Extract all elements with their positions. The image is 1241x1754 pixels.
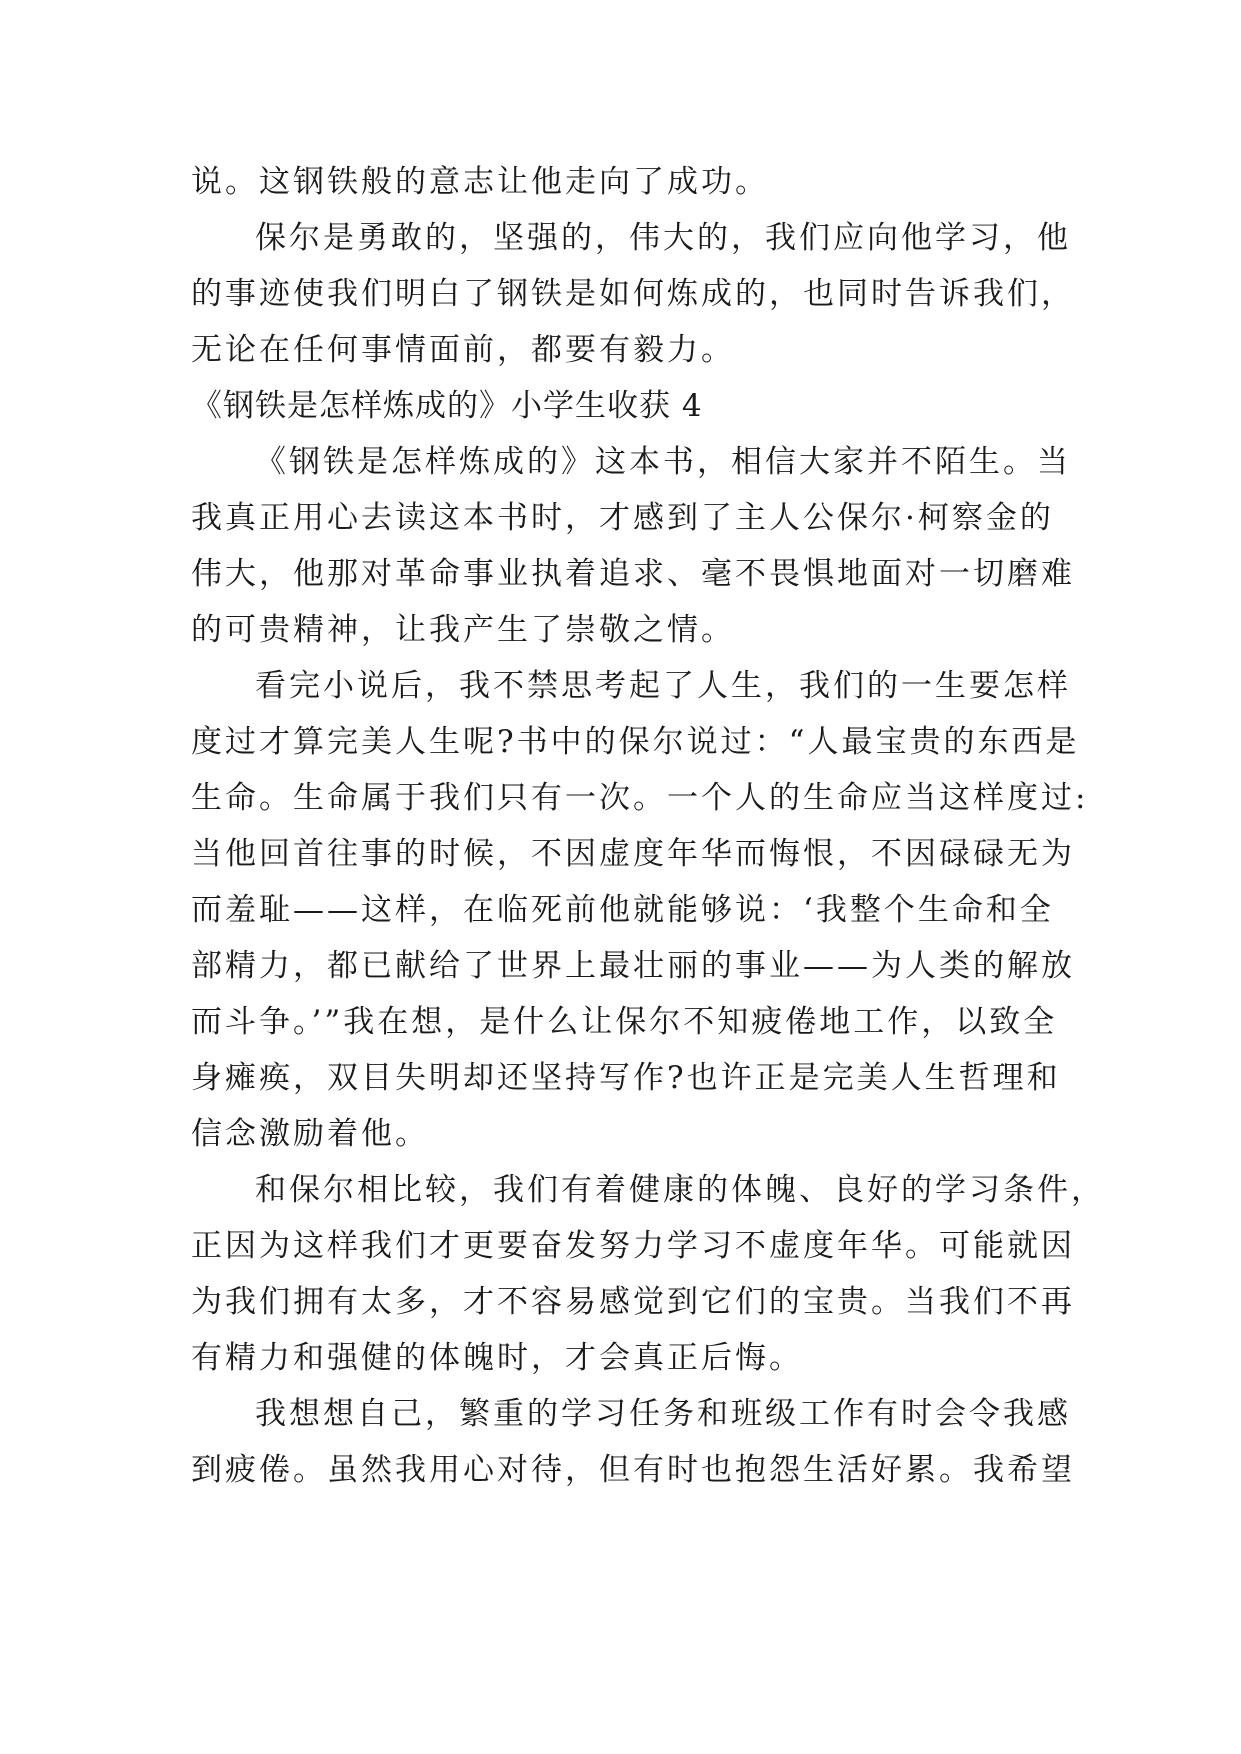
text-line: 无论在任何事情面前，都要有毅力。	[191, 332, 735, 368]
text-line: 信念激励着他。	[191, 1116, 429, 1152]
text-line: 而羞耻——这样，在临死前他就能够说：‘我整个生命和全	[191, 892, 1054, 928]
text-line: 生命。生命属于我们只有一次。一个人的生命应当这样度过:	[191, 780, 1089, 816]
text-line: 当他回首往事的时候，不因虚度年华而悔恨，不因碌碌无为	[191, 836, 1075, 872]
text-line: 正因为这样我们才更要奋发努力学习不虚度年华。可能就因	[191, 1228, 1075, 1264]
paragraph-first-line: 看完小说后，我不禁思考起了人生，我们的一生要怎样	[255, 668, 1071, 704]
text-line: 的事迹使我们明白了钢铁是如何炼成的，也同时告诉我们，	[191, 276, 1075, 312]
text-line: 有精力和强健的体魄时，才会真正后悔。	[191, 1340, 803, 1376]
paragraph-first-line: 《钢铁是怎样炼成的》这本书，相信大家并不陌生。当	[255, 444, 1071, 480]
paragraph-first-line: 我想想自己，繁重的学习任务和班级工作有时会令我感	[255, 1396, 1071, 1432]
text-line: 到疲倦。虽然我用心对待，但有时也抱怨生活好累。我希望	[191, 1452, 1075, 1488]
document-body	[191, 154, 1105, 1498]
text-line: 身瘫痪，双目失明却还坚持写作?也许正是完美人生哲理和	[191, 1060, 1061, 1096]
text-line: 而斗争。’”我在想，是什么让保尔不知疲倦地工作，以致全	[191, 1004, 1058, 1040]
text-line: 伟大，他那对革命事业执着追求、毫不畏惧地面对一切磨难	[191, 556, 1075, 592]
text-line: 度过才算完美人生呢?书中的保尔说过：“人最宝贵的东西是	[191, 724, 1080, 760]
text-line: 为我们拥有太多，才不容易感觉到它们的宝贵。当我们不再	[191, 1284, 1075, 1320]
text-line: 说。这钢铁般的意志让他走向了成功。	[191, 164, 769, 200]
text-line: 部精力，都已献给了世界上最壮丽的事业——为人类的解放	[191, 948, 1075, 984]
paragraph-first-line: 保尔是勇敢的，坚强的，伟大的，我们应向他学习，他	[255, 220, 1071, 256]
text-line: 的可贵精神，让我产生了崇敬之情。	[191, 612, 735, 648]
text-line: 我真正用心去读这本书时，才感到了主人公保尔·柯察金的	[191, 500, 1054, 536]
paragraph-first-line: 和保尔相比较，我们有着健康的体魄、良好的学习条件，	[255, 1172, 1105, 1208]
section-heading: 《钢铁是怎样炼成的》小学生收获 4	[191, 388, 703, 424]
